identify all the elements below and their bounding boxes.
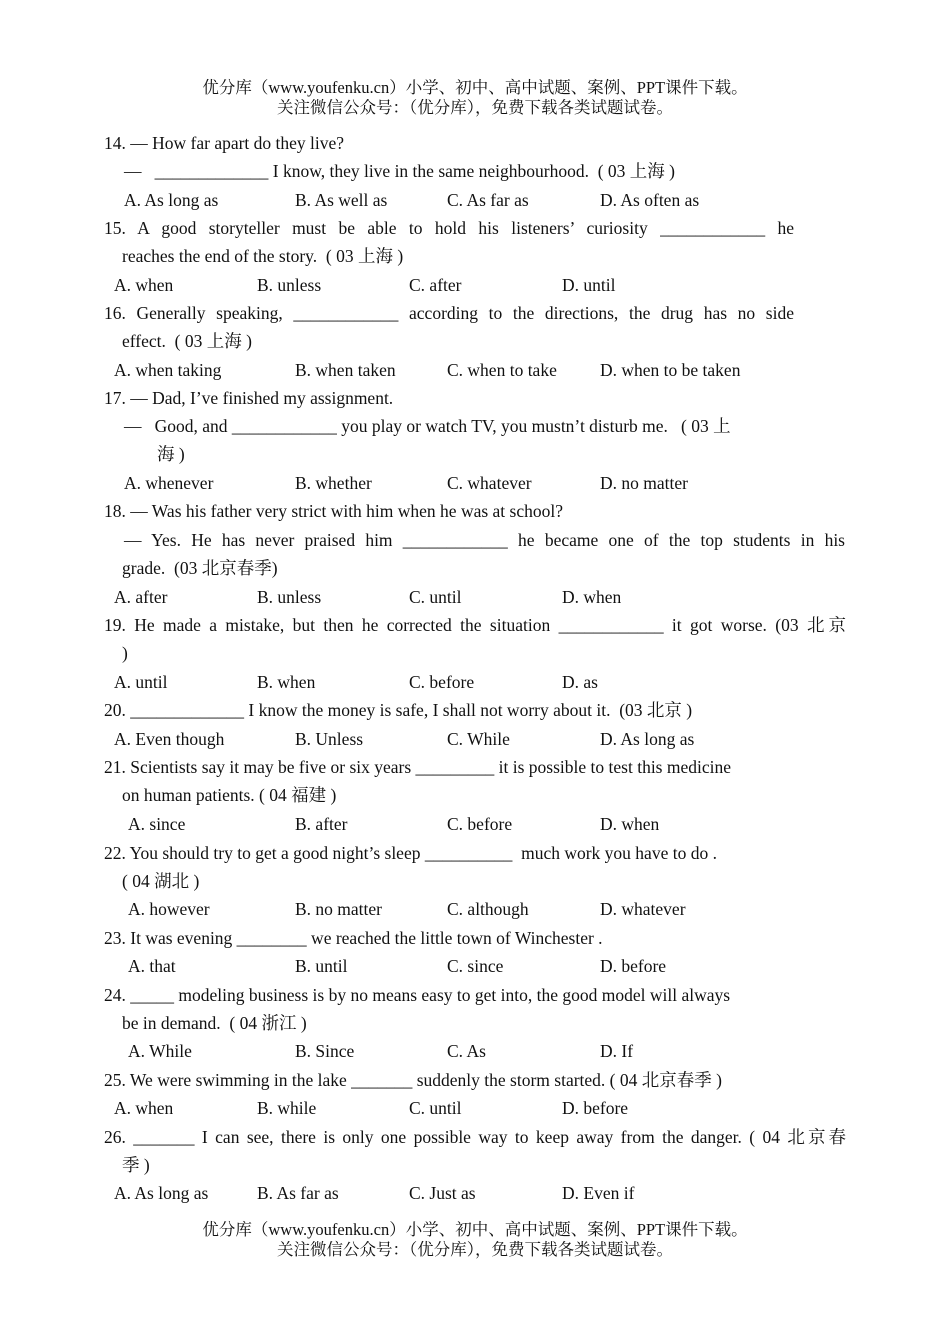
question-21-stem-cont: on human patients. ( 04 福建 ) <box>122 785 337 805</box>
question-16-option-c: C. when to take <box>447 360 557 380</box>
question-18-option-a: A. after <box>114 587 168 607</box>
question-21-option-a: A. since <box>128 814 186 834</box>
question-26-option-c: C. Just as <box>409 1183 476 1203</box>
question-25-stem: 25. We were swimming in the lake _______ suddenly the storm started. ( 04 北京春季 ) <box>104 1070 722 1090</box>
question-20-stem: 20. _____________ I know the money is safe, I shall not worry about it. (03 北京 ) <box>104 700 693 720</box>
page-footer-line-1: 优分库（www.youfenku.cn）小学、初中、高中试题、案例、PPT课件下载。 <box>202 1220 748 1239</box>
question-15-option-c: C. after <box>409 275 462 295</box>
question-16-option-a: A. when taking <box>114 360 222 380</box>
question-14-option-b: B. As well as <box>295 190 388 210</box>
question-19-option-d: D. as <box>562 672 598 692</box>
question-16-stem: 16. Generally speaking, ____________ according to the directions, the drug has no side <box>104 303 794 323</box>
question-20-option-c: C. While <box>447 729 510 749</box>
question-18-stem: 18. — Was his father very strict with him when he was at school? <box>104 501 563 521</box>
question-18-option-c: C. until <box>409 587 462 607</box>
question-25-option-b: B. while <box>257 1098 317 1118</box>
question-14-stem: 14. — How far apart do they live? <box>104 133 345 153</box>
question-23-option-c: C. since <box>447 956 504 976</box>
page-footer-line-2: 关注微信公众号：（优分库），免费下载各类试题试卷。 <box>277 1240 673 1259</box>
question-24-option-a: A. While <box>128 1041 192 1061</box>
question-24-option-c: C. As <box>447 1041 486 1061</box>
page-header-line-2: 关注微信公众号：（优分库），免费下载各类试题试卷。 <box>277 98 673 117</box>
question-17-response: — Good, and ____________ you play or watch TV, you mustn’t disturb me. ( 03 上 <box>124 416 731 436</box>
question-21-stem: 21. Scientists say it may be five or six years _________ it is possible to test this medicine <box>104 757 732 777</box>
question-15-option-a: A. when <box>114 275 174 295</box>
question-17-option-c: C. whatever <box>447 473 532 493</box>
question-16-option-d: D. when to be taken <box>600 360 741 380</box>
question-24-stem: 24. _____ modeling business is by no means easy to get into, the good model will always <box>104 985 731 1005</box>
question-17-stem: 17. — Dad, I’ve finished my assignment. <box>104 388 394 408</box>
question-21-option-c: C. before <box>447 814 513 834</box>
question-19-stem-cont: ) <box>122 643 128 663</box>
question-21-option-d: D. when <box>600 814 660 834</box>
question-17-option-b: B. whether <box>295 473 372 493</box>
question-23-option-d: D. before <box>600 956 667 976</box>
question-24-stem-cont: be in demand. ( 04 浙江 ) <box>122 1013 307 1033</box>
question-18-response-cont: grade. (03 北京春季) <box>122 558 278 578</box>
question-18-option-b: B. unless <box>257 587 322 607</box>
question-26-option-d: D. Even if <box>562 1183 635 1203</box>
question-25-option-d: D. before <box>562 1098 629 1118</box>
page-header-line-1: 优分库（www.youfenku.cn）小学、初中、高中试题、案例、PPT课件下载。 <box>202 78 748 97</box>
question-17-response-cont: 海 ) <box>157 444 185 464</box>
question-26-option-b: B. As far as <box>257 1183 339 1203</box>
question-22-option-b: B. no matter <box>295 899 382 919</box>
question-17-option-d: D. no matter <box>600 473 688 493</box>
question-26-stem: 26. _______ I can see, there is only one possible way to keep away from the danger. ( 04 北京春 <box>104 1127 846 1147</box>
question-22-stem-cont: ( 04 湖北 ) <box>122 871 200 891</box>
question-14-response: — _____________ I know, they live in the same neighbourhood. ( 03 上海 ) <box>124 161 676 181</box>
question-26-option-a: A. As long as <box>114 1183 209 1203</box>
question-18-response: — Yes. He has never praised him ____________ he became one of the top students in his <box>124 530 845 550</box>
question-19-stem: 19. He made a mistake, but then he corrected the situation ____________ it got worse. (03 北京 <box>104 615 846 635</box>
question-18-option-d: D. when <box>562 587 622 607</box>
question-22-option-d: D. whatever <box>600 899 686 919</box>
question-15-option-b: B. unless <box>257 275 322 295</box>
question-20-option-b: B. Unless <box>295 729 364 749</box>
question-20-option-d: D. As long as <box>600 729 695 749</box>
question-24-option-b: B. Since <box>295 1041 355 1061</box>
question-22-option-c: C. although <box>447 899 529 919</box>
question-14-option-d: D. As often as <box>600 190 700 210</box>
question-23-option-b: B. until <box>295 956 348 976</box>
question-22-option-a: A. however <box>128 899 210 919</box>
question-19-option-c: C. before <box>409 672 475 692</box>
question-14-option-c: C. As far as <box>447 190 529 210</box>
question-23-option-a: A. that <box>128 956 176 976</box>
question-16-stem-cont: effect. ( 03 上海 ) <box>122 331 252 351</box>
question-23-stem: 23. It was evening ________ we reached the little town of Winchester . <box>104 928 603 948</box>
question-19-option-a: A. until <box>114 672 168 692</box>
question-15-option-d: D. until <box>562 275 616 295</box>
question-16-option-b: B. when taken <box>295 360 396 380</box>
question-24-option-d: D. If <box>600 1041 634 1061</box>
question-14-option-a: A. As long as <box>124 190 219 210</box>
question-26-stem-cont: 季 ) <box>122 1155 150 1175</box>
question-21-option-b: B. after <box>295 814 348 834</box>
question-15-stem: 15. A good storyteller must be able to hold his listeners’ curiosity ____________ he <box>104 218 794 238</box>
question-19-option-b: B. when <box>257 672 316 692</box>
question-15-stem-cont: reaches the end of the story. ( 03 上海 ) <box>122 246 404 266</box>
question-25-option-a: A. when <box>114 1098 174 1118</box>
question-25-option-c: C. until <box>409 1098 462 1118</box>
question-20-option-a: A. Even though <box>114 729 225 749</box>
question-22-stem: 22. You should try to get a good night’s sleep __________ much work you have to do . <box>104 843 717 863</box>
question-17-option-a: A. whenever <box>124 473 214 493</box>
